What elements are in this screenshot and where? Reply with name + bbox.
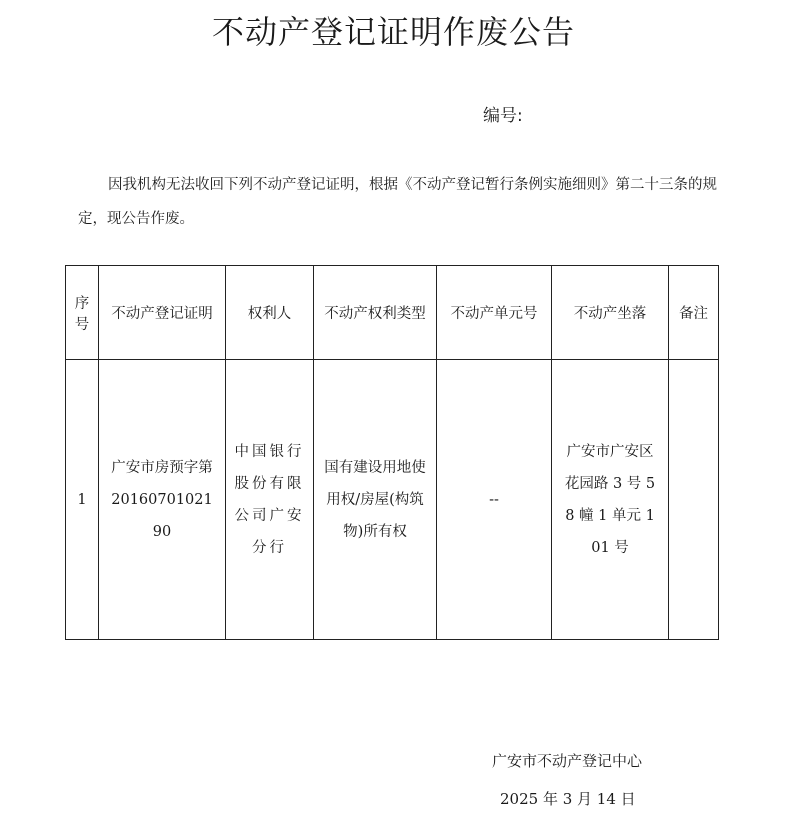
notice-title: 不动产登记证明作废公告 [211,13,575,51]
cell-certificate: 广安市房预字第2016070102190 [99,360,226,640]
header-holder: 权利人 [226,266,314,360]
notice-body: 因我机构无法收回下列不动产登记证明，根据《不动产登记暂行条例实施细则》第二十三条的规定，现公告作废。 [78,177,717,227]
header-index: 序号 [66,266,99,360]
table-header-row [66,266,719,360]
header-remark: 备注 [669,266,719,360]
cell-unit-no: -- [437,360,552,640]
cell-holder: 中国银行股份有限公司广安分行 [226,360,314,640]
header-unit-no: 不动产单元号 [437,266,552,360]
cell-right-type: 国有建设用地使用权/房屋(构筑物)所有权 [314,360,437,640]
cell-location: 广安市广安区花园路 3 号 58 幢 1 单元 101 号 [552,360,669,640]
header-certificate: 不动产登记证明 [99,266,226,360]
cell-remark [669,360,719,640]
table-row [66,360,719,640]
void-certificate-table [65,265,719,640]
header-location: 不动产坐落 [552,266,669,360]
header-right-type: 不动产权利类型 [314,266,437,360]
serial-number-label: 编号: [483,106,523,126]
issue-date: 2025 年 3 月 14 日 [500,790,636,808]
cell-index: 1 [66,360,99,640]
issuing-authority: 广安市不动产登记中心 [492,752,643,770]
